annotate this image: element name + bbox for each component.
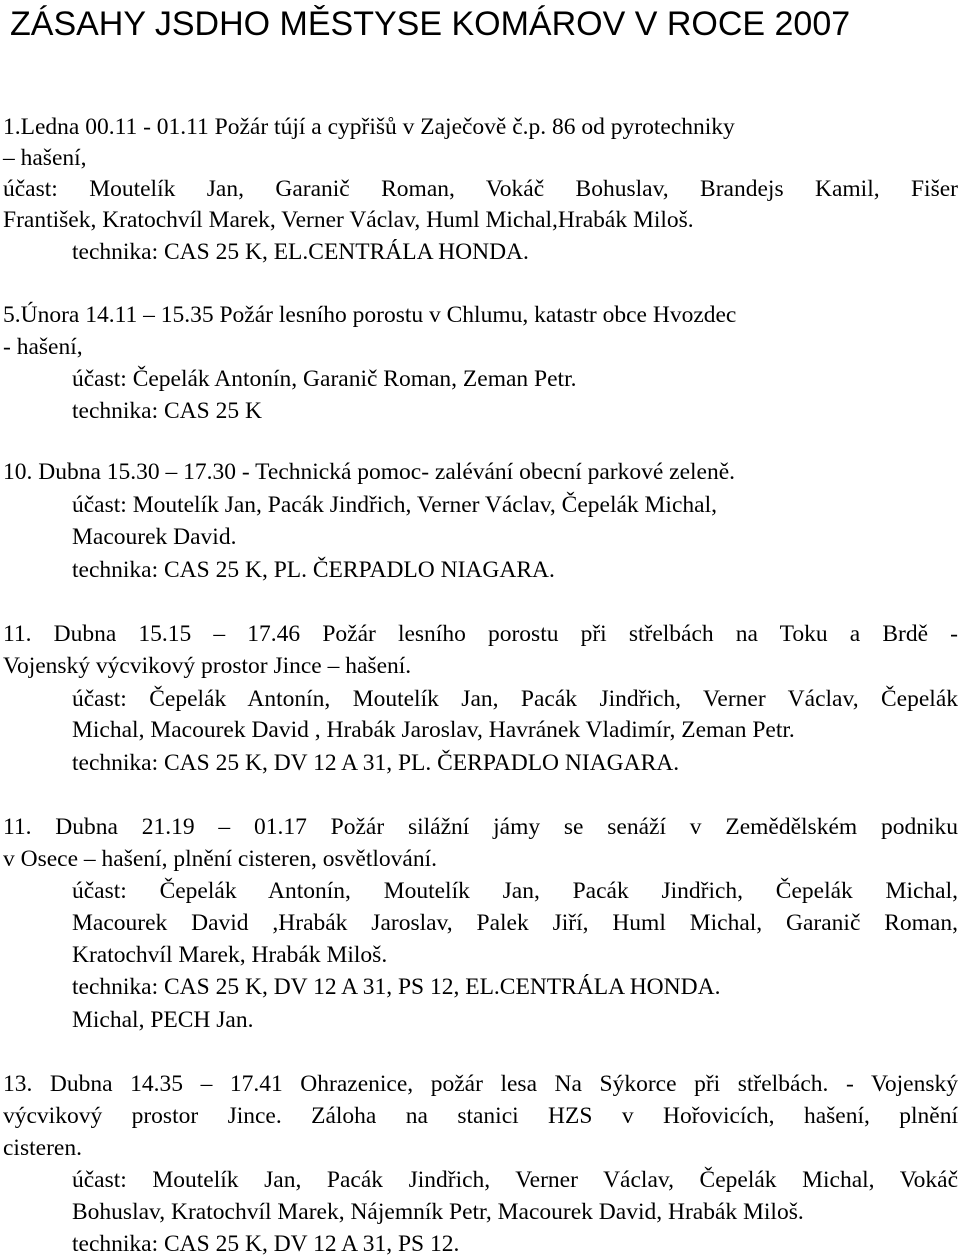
entry-1-line-1: 1.Ledna 00.11 - 01.11 Požár tújí a cypřišů v Zaječově č.p. 86 od pyrotechniky [3, 114, 735, 140]
entry-4-technika: technika: CAS 25 K, DV 12 A 31, PL. ČERPADLO NIAGARA. [72, 750, 680, 776]
entry-4-ucast-1: účast: Čepelák Antonín, Moutelík Jan, Pacák Jindřich, Verner Václav, Čepelák [72, 686, 958, 712]
entry-6-ucast-2: Bohuslav, Kratochvíl Marek, Nájemník Petr, Macourek David, Hrabák Miloš. [72, 1199, 804, 1225]
entry-3-line-1: 10. Dubna 15.30 – 17.30 - Technická pomoc- zalévání obecní parkové zeleně. [3, 459, 736, 485]
entry-3-ucast-1: účast: Moutelík Jan, Pacák Jindřich, Verner Václav, Čepelák Michal, [72, 492, 717, 518]
entry-1-line-3: účast: Moutelík Jan, Garanič Roman, Vokáč Bohuslav, Brandejs Kamil, Fišer [3, 176, 958, 202]
entry-3-ucast-2: Macourek David. [72, 524, 237, 550]
entry-6-line-2: výcvikový prostor Jince. Záloha na stanici HZS v Hořovicích, hašení, plnění [3, 1103, 958, 1129]
entry-5-ucast-2: Macourek David ,Hrabák Jaroslav, Palek Jiří, Huml Michal, Garanič Roman, [72, 910, 958, 936]
entry-5-line-1: 11. Dubna 21.19 – 01.17 Požár silážní jámy se senáží v Zemědělském podniku [3, 814, 958, 840]
entry-5-extra: Michal, PECH Jan. [72, 1007, 254, 1033]
entry-6-technika: technika: CAS 25 K, DV 12 A 31, PS 12. [72, 1231, 460, 1257]
entry-4-line-1: 11. Dubna 15.15 – 17.46 Požár lesního porostu při střelbách na Toku a Brdě - [3, 621, 958, 647]
entry-3-technika: technika: CAS 25 K, PL. ČERPADLO NIAGARA. [72, 557, 555, 583]
entry-5-ucast-3: Kratochvíl Marek, Hrabák Miloš. [72, 942, 388, 968]
entry-5-technika: technika: CAS 25 K, DV 12 A 31, PS 12, EL.CENTRÁLA HONDA. [72, 974, 721, 1000]
entry-2-ucast: účast: Čepelák Antonín, Garanič Roman, Zeman Petr. [72, 366, 577, 392]
entry-1-technika: technika: CAS 25 K, EL.CENTRÁLA HONDA. [72, 239, 529, 265]
entry-6-ucast-1: účast: Moutelík Jan, Pacák Jindřich, Verner Václav, Čepelák Michal, Vokáč [72, 1167, 958, 1193]
entry-5-line-2: v Osece – hašení, plnění cisteren, osvětlování. [3, 846, 437, 872]
entry-2-technika: technika: CAS 25 K [72, 398, 262, 424]
document-title: ZÁSAHY JSDHO MĚSTYSE KOMÁROV V ROCE 2007 [10, 5, 851, 43]
entry-1-line-4: František, Kratochvíl Marek, Verner Václav, Huml Michal,Hrabák Miloš. [3, 207, 694, 233]
entry-2-line-2: - hašení, [3, 334, 83, 360]
entry-1-line-2: – hašení, [3, 145, 87, 171]
entry-2-line-1: 5.Února 14.11 – 15.35 Požár lesního porostu v Chlumu, katastr obce Hvozdec [3, 302, 737, 328]
entry-4-ucast-2: Michal, Macourek David , Hrabák Jaroslav, Havránek Vladimír, Zeman Petr. [72, 717, 795, 743]
entry-4-line-2: Vojenský výcvikový prostor Jince – hašení. [3, 653, 412, 679]
entry-6-line-1: 13. Dubna 14.35 – 17.41 Ohrazenice, požár lesa Na Sýkorce při střelbách. - Vojenský [3, 1071, 958, 1097]
entry-6-line-3: cisteren. [3, 1135, 82, 1161]
entry-5-ucast-1: účast: Čepelák Antonín, Moutelík Jan, Pacák Jindřich, Čepelák Michal, [72, 878, 958, 904]
